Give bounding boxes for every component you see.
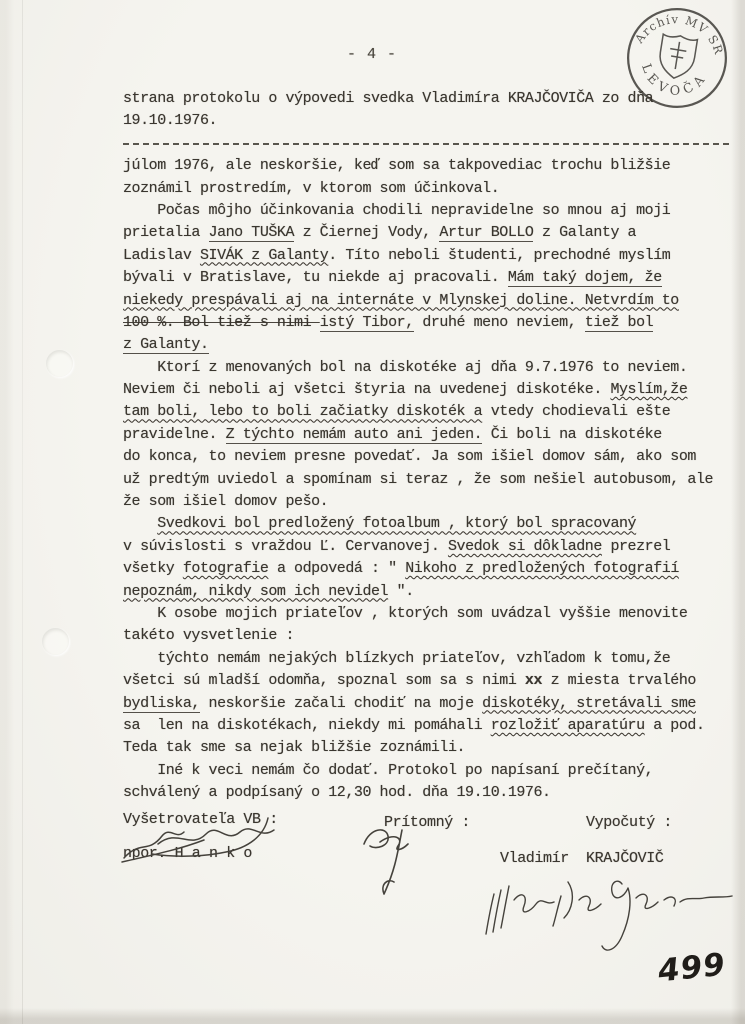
document-line xyxy=(123,625,729,647)
document-line xyxy=(123,558,729,580)
text-segment: Ladislav xyxy=(123,246,200,264)
document-line xyxy=(123,290,729,312)
text-segment: už predtým uviedol a spomínam si teraz , že som nešiel autobusom, ale xyxy=(123,470,714,488)
text-segment: rozložiť aparatúru xyxy=(490,716,645,734)
document-line xyxy=(123,536,729,558)
text-segment: vtedy chodievali ešte xyxy=(482,403,671,421)
text-segment: zoznámil prostredím, v ktorom som účinkoval. xyxy=(123,179,500,197)
text-segment: nepoznám, nikdy som ich nevidel xyxy=(123,582,389,600)
text-segment: z miesta trvalého xyxy=(542,672,696,690)
separator-line xyxy=(123,133,729,155)
document-line xyxy=(123,648,729,670)
investigator-name: npor. H a n k o xyxy=(123,845,253,862)
text-segment: prietalia xyxy=(123,224,209,242)
document-line xyxy=(123,312,729,334)
witness-name: Vladimír KRAJČOVIČ xyxy=(500,850,664,867)
witness-label: Vypočutý : xyxy=(586,814,673,831)
text-segment: niekedy prespávali aj na internáte v Mlynskej doline. Netvrdím to xyxy=(123,291,679,309)
document-line xyxy=(123,693,729,715)
document-line xyxy=(123,670,729,692)
document-line xyxy=(123,267,729,289)
investigator-label: Vyšetrovateľa VB : xyxy=(123,811,278,828)
document-line xyxy=(123,737,729,759)
text-segment: 100 %. Bol tiež s nimi xyxy=(123,313,320,331)
text-segment: diskotéky, stretávali sme xyxy=(482,694,696,712)
page-number: - 4 - xyxy=(347,46,398,63)
document-body xyxy=(123,88,729,805)
document-line xyxy=(123,200,729,222)
document-line xyxy=(123,155,729,177)
document-line xyxy=(123,334,729,356)
text-segment: neskoršie začali chodiť na moje xyxy=(199,694,483,712)
document-line xyxy=(123,178,729,200)
text-segment: Myslím,že xyxy=(610,381,688,399)
text-segment: . Títo neboli študenti, prechodné myslím xyxy=(328,246,671,264)
text-segment: Z týchto nemám auto ani jeden. xyxy=(225,425,483,443)
text-segment: 19.10.1976. xyxy=(123,112,218,130)
present-label: Prítomný : xyxy=(384,814,471,831)
document-line xyxy=(123,491,729,513)
document-line xyxy=(123,760,729,782)
text-segment: SIVÁK z Galanty xyxy=(199,246,329,264)
text-segment: strana protokolu o výpovedi svedka Vladimíra KRAJČOVIČA zo dňa xyxy=(123,90,654,107)
text-segment: schválený a podpísaný o 12,30 hod. dňa 19.10.1976. xyxy=(123,784,551,802)
text-segment: prezrel xyxy=(601,537,671,555)
document-line xyxy=(123,446,729,468)
text-segment: Nikoho z predložených fotografií xyxy=(405,560,679,578)
text-segment: Svedkovi bol predložený fotoalbum , ktorý bol spracovaný xyxy=(157,515,637,533)
document-line xyxy=(123,469,729,491)
document-line xyxy=(123,357,729,379)
hole-punch-top xyxy=(46,350,73,377)
text-segment: tam boli, lebo to boli začiatky diskoték a xyxy=(123,403,483,421)
text-segment: Teda tak sme sa nejak bližšie zoznámili. xyxy=(123,739,466,757)
document-line xyxy=(123,110,729,132)
text-segment: Artur BOLLO xyxy=(439,224,534,242)
document-line xyxy=(123,603,729,625)
document-line xyxy=(123,222,729,244)
text-segment: Iné k veci nemám čo dodať. Protokol po napísaní prečítaný, xyxy=(123,761,654,779)
text-segment: ". xyxy=(388,582,414,600)
document-line xyxy=(123,513,729,535)
text-segment: K osobe mojich priateľov , ktorých som uvádzal vyššie menovite xyxy=(123,604,688,622)
document-line xyxy=(123,379,729,401)
text-segment: z Čiernej Vody, xyxy=(294,224,440,242)
text-segment: Jano TUŠKA xyxy=(208,224,295,242)
text-segment: Svedok si dôkladne xyxy=(447,537,602,555)
document-line xyxy=(123,245,729,267)
text-segment: júlom 1976, ale neskoršie, keď som sa takpovediac trochu bližšie xyxy=(123,157,671,175)
text-segment: istý Tibor, xyxy=(319,313,414,331)
hole-punch-bottom xyxy=(42,628,69,655)
signature-present xyxy=(350,820,435,902)
text-segment: z Galanty a xyxy=(533,224,637,242)
text-segment: Či boli na diskotéke xyxy=(482,425,662,443)
text-segment: Ktorí z menovaných bol na diskotéke aj dňa 9.7.1976 to neviem. xyxy=(123,358,688,376)
paper-crease xyxy=(22,0,23,1024)
sheet-number: 499 xyxy=(656,946,728,990)
text-segment: sa len na diskotékach, niekdy mi pomáhali xyxy=(123,716,491,734)
document-line xyxy=(123,715,729,737)
text-segment: pravidelne. xyxy=(123,425,226,443)
text-segment: do konca, to neviem presne povedať. Ja som išiel domov sám, ako som xyxy=(123,448,696,466)
stamp-emblem-shield-icon xyxy=(657,33,698,81)
text-segment: Mám taký dojem, že xyxy=(507,269,662,287)
text-segment: xx xyxy=(524,672,543,690)
signature-investigator xyxy=(118,810,318,866)
svg-text:Archív MV SR xyxy=(630,5,731,59)
text-segment: tiež bol xyxy=(584,313,654,331)
text-segment: fotografie xyxy=(182,560,269,578)
text-segment: v súvislosti s vraždou Ľ. Cervanovej. xyxy=(123,537,448,555)
document-line xyxy=(123,88,729,110)
document-line xyxy=(123,782,729,804)
document-line xyxy=(123,424,729,446)
text-segment: všetky xyxy=(123,560,183,578)
text-segment: Neviem či neboli aj všetci štyria na uvedenej diskotéke. xyxy=(123,381,611,399)
text-segment: a odpovedá : " xyxy=(268,560,406,578)
text-segment: takéto vysvetlenie : xyxy=(123,627,295,645)
text-segment: Počas môjho účinkovania chodili nepravidelne so mnou aj moji xyxy=(123,201,671,219)
stamp-text-bottom: LEVOČA xyxy=(639,61,711,98)
text-segment: bydliska, xyxy=(123,694,200,712)
text-segment: týchto nemám nejakých blízkych priateľov, vzhľadom k tomu,že xyxy=(123,649,671,667)
document-line xyxy=(123,581,729,603)
document-line xyxy=(123,401,729,423)
stamp-text-top: Archív MV SR xyxy=(632,12,727,57)
text-segment: druhé meno neviem, xyxy=(413,313,585,331)
text-segment: z Galanty. xyxy=(123,336,209,354)
text-segment: všetci sú mladší odomňa, spoznal som sa s nimi xyxy=(123,672,525,690)
text-segment: že som išiel domov pešo. xyxy=(123,493,329,511)
text-segment xyxy=(123,515,157,532)
text-segment: a pod. xyxy=(644,716,705,734)
text-segment: bývali v Bratislave, tu niekde aj pracovali. xyxy=(123,269,508,287)
